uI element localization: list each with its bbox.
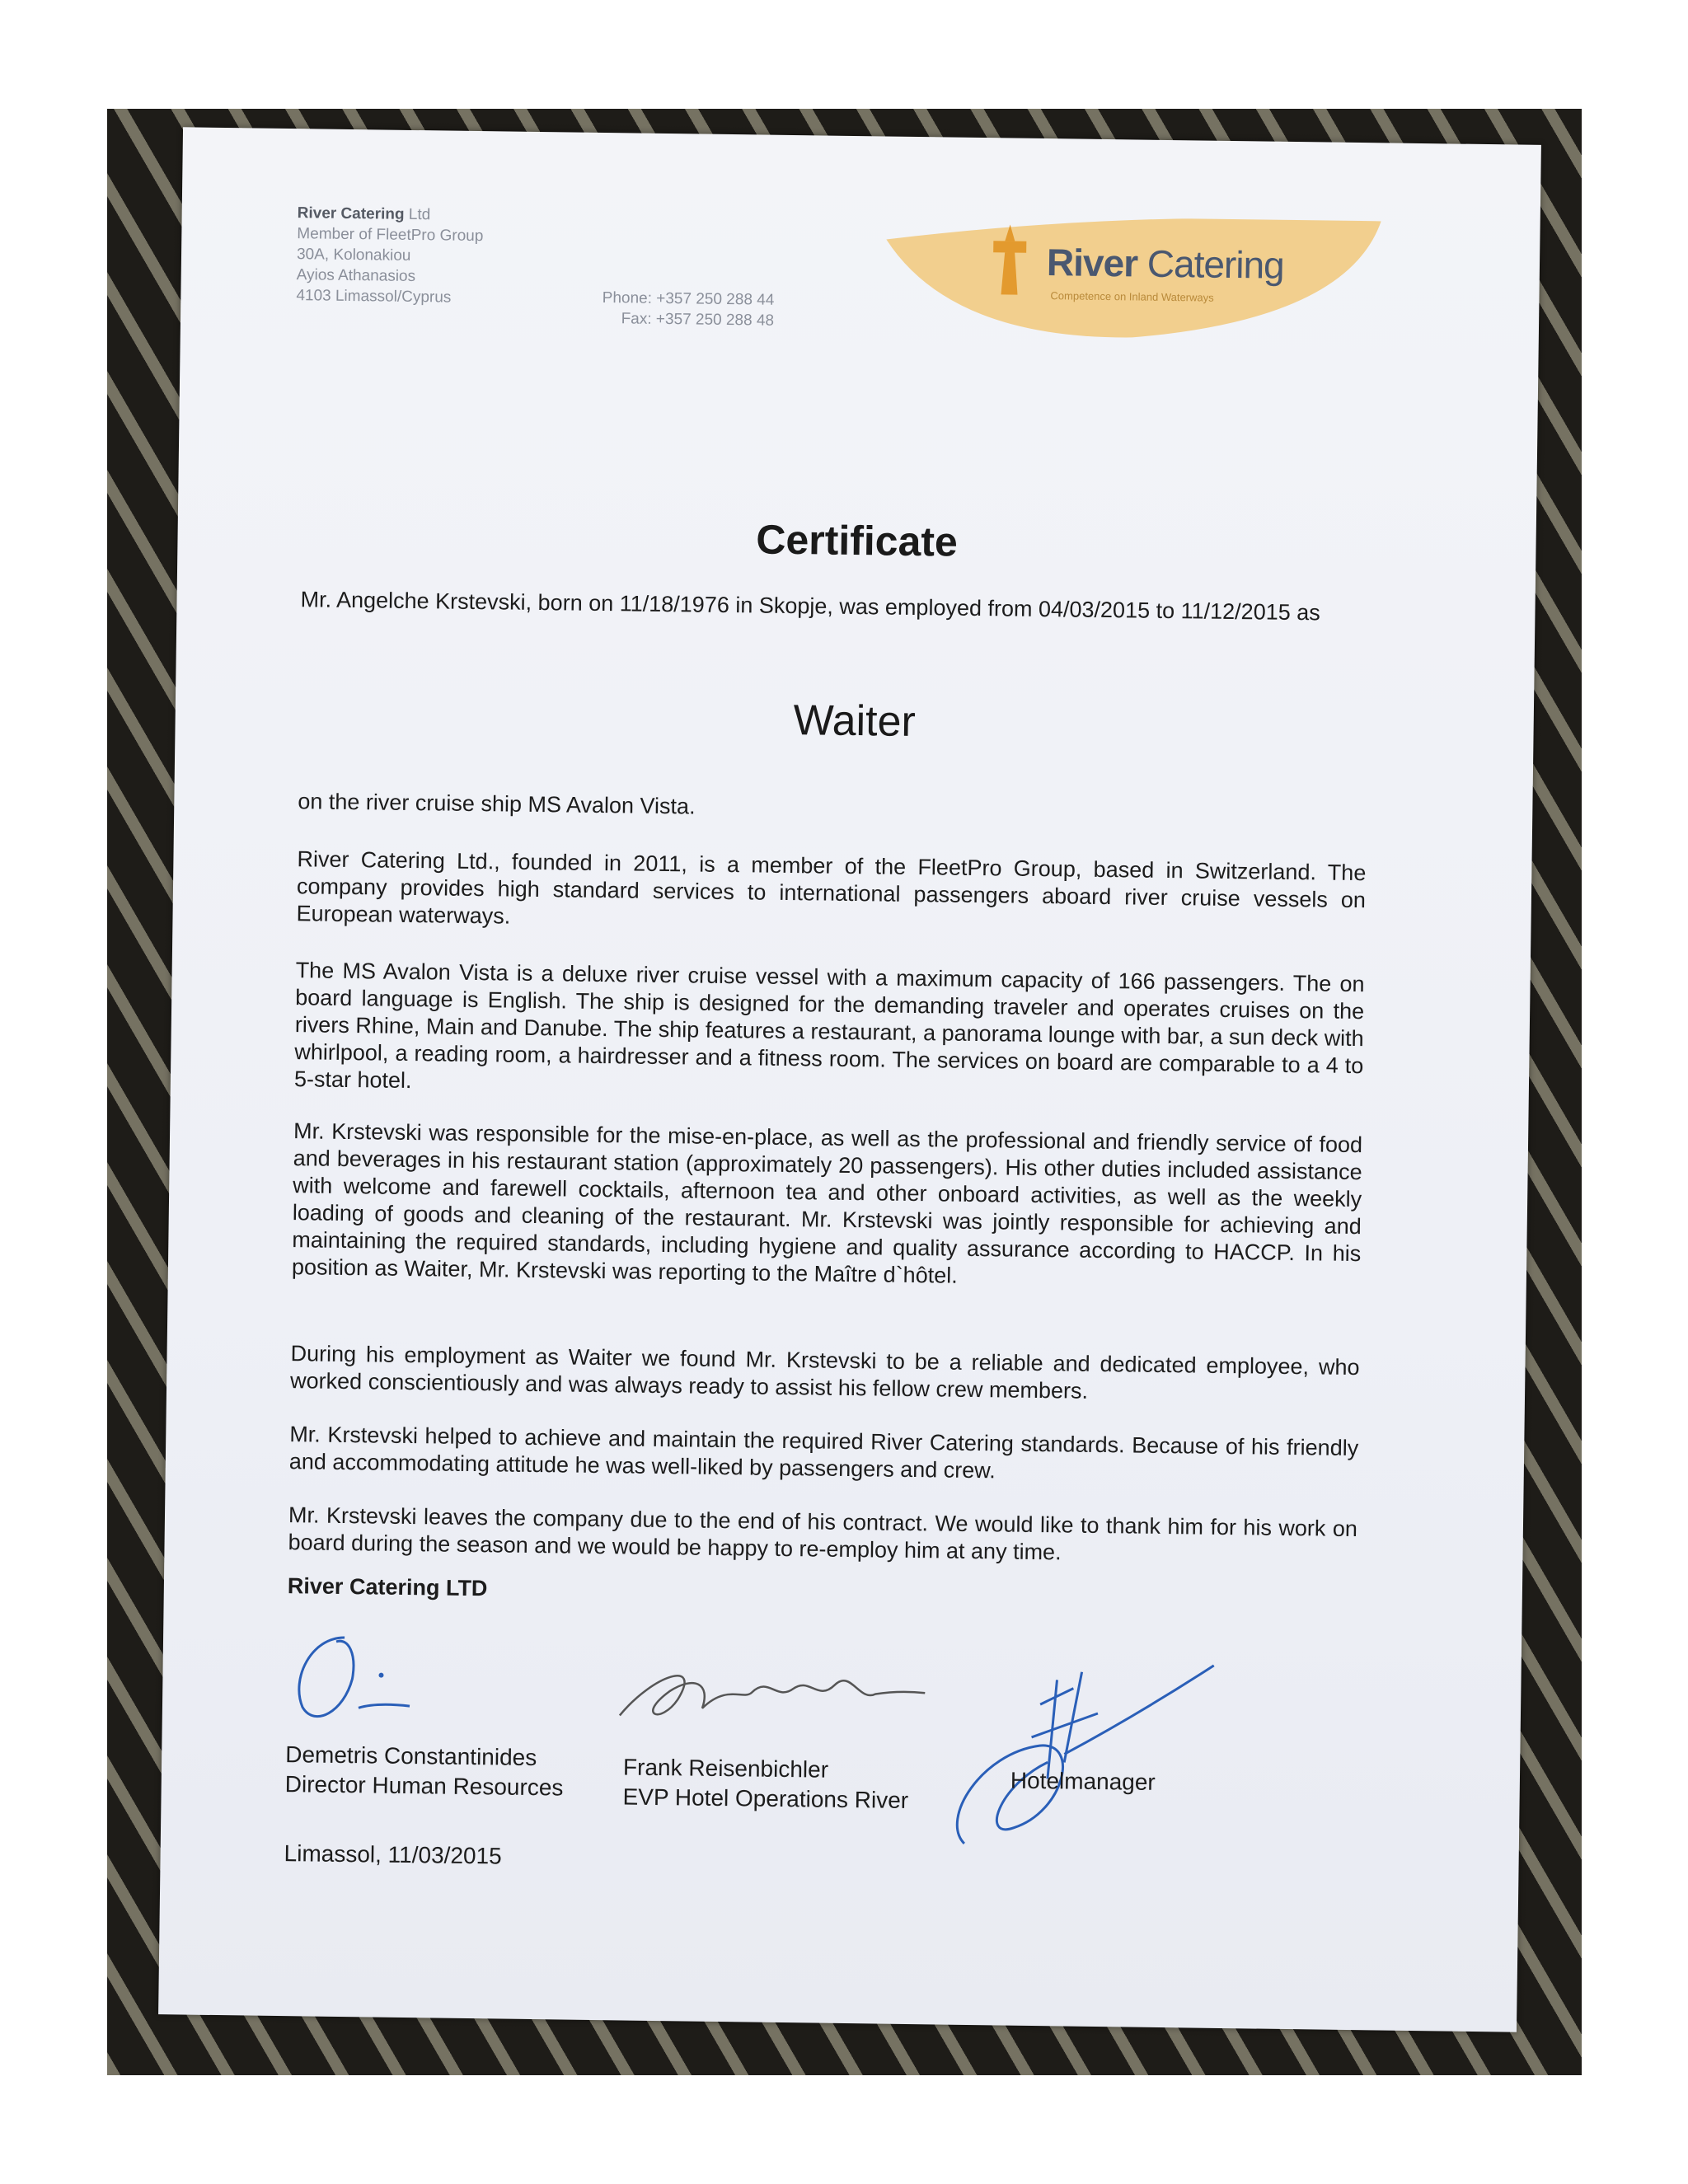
- signer-name: Frank Reisenbichler: [622, 1754, 829, 1783]
- standards-paragraph: Mr. Krstevski helped to achieve and maintain the required River Catering standards. Because of his friendly and accommodating attitude he was well-liked by passengers and crew.: [288, 1422, 1359, 1483]
- document-title: Certificate: [755, 516, 959, 565]
- logo-text: River Catering: [1046, 241, 1285, 287]
- address-line: 30A, Kolonakiou: [296, 246, 411, 265]
- address-line: Ayios Athanasios: [296, 266, 416, 286]
- place-date: Limassol, 11/03/2015: [284, 1840, 502, 1869]
- logo-tagline: Competence on Inland Waterways: [1050, 289, 1214, 304]
- job-position: Waiter: [793, 696, 917, 747]
- signature-frank: [603, 1641, 934, 1736]
- signer-hotelmanager: [1010, 1766, 1156, 1797]
- evaluation-paragraph: During his employment as Waiter we found Mr. Krstevski to be a reliable and dedicated employee, who worked conscientiously and was always ready to assist his fellow crew members.: [289, 1341, 1360, 1404]
- ship-line: on the river cruise ship MS Avalon Vista.: [298, 789, 696, 819]
- company-paragraph: River Catering Ltd., founded in 2011, is a member of the FleetPro Group, based in Switzerland. The company provides high standard services to international passengers aboard river cruise vessels on European waterways.: [296, 846, 1367, 929]
- signer-title: EVP Hotel Operations River: [622, 1783, 909, 1814]
- lighthouse-icon: [984, 224, 1034, 299]
- signature-demetris: [286, 1629, 444, 1729]
- duties-paragraph: Mr. Krstevski was responsible for the mise-en-place, as well as the professional and friendly service of food and beverages in his restaurant station (approximately 20 passengers). His other duties included assistance with welcome and farewell cocktails, afternoon tea and other onboard activities, as well as the weekly loading of goods and cleaning of the restaurant. Mr. Krstevski was jointly responsible for achieving and maintaining the required standards, including hygiene and quality assurance according to HACCP. In his position as Waiter, Mr. Krstevski was reporting to the Maître d`hôtel.: [291, 1118, 1363, 1288]
- company-name: River Catering Ltd: [297, 204, 431, 224]
- member-of: Member of FleetPro Group: [297, 225, 484, 246]
- signer-name: Demetris Constantinides: [285, 1741, 537, 1771]
- closing-paragraph: Mr. Krstevski leaves the company due to the end of his contract. We would like to thank him for his work on board during the season and we would be happy to re-employ him at any time.: [288, 1502, 1358, 1565]
- signature-hotelmanager: [948, 1654, 1231, 1855]
- signer-demetris: [285, 1740, 565, 1802]
- issuer-name: River Catering LTD: [287, 1573, 488, 1601]
- signer-frank: [622, 1752, 908, 1816]
- signer-title: Hotelmanager: [1010, 1767, 1156, 1795]
- intro-paragraph: Mr. Angelche Krstevski, born on 11/18/1976 in Skopje, was employed from 04/03/2015 to 11/12/2015 as: [300, 587, 1320, 626]
- address-line: 4103 Limassol/Cyprus: [296, 287, 452, 307]
- ship-paragraph: The MS Avalon Vista is a deluxe river cruise vessel with a maximum capacity of 166 passengers. The on board language is English. The ship is designed for the demanding traveler and operates cruises on the rivers Rhine, Main and Danube. The ship features a restaurant, a panorama lounge with bar, a sun deck with whirlpool, a reading room, a hairdresser and a fitness room. The services on board are comparable to a 4 to 5-star hotel.: [293, 958, 1365, 1094]
- company-logo: [885, 214, 1381, 344]
- phone-number: Phone: +357 250 288 44: [602, 288, 775, 309]
- fax-number: Fax: +357 250 288 48: [621, 310, 775, 330]
- contact-info: [560, 287, 775, 330]
- certificate-document: [158, 127, 1541, 2032]
- letterhead-address: [296, 203, 484, 308]
- signer-title: Director Human Resources: [284, 1771, 564, 1801]
